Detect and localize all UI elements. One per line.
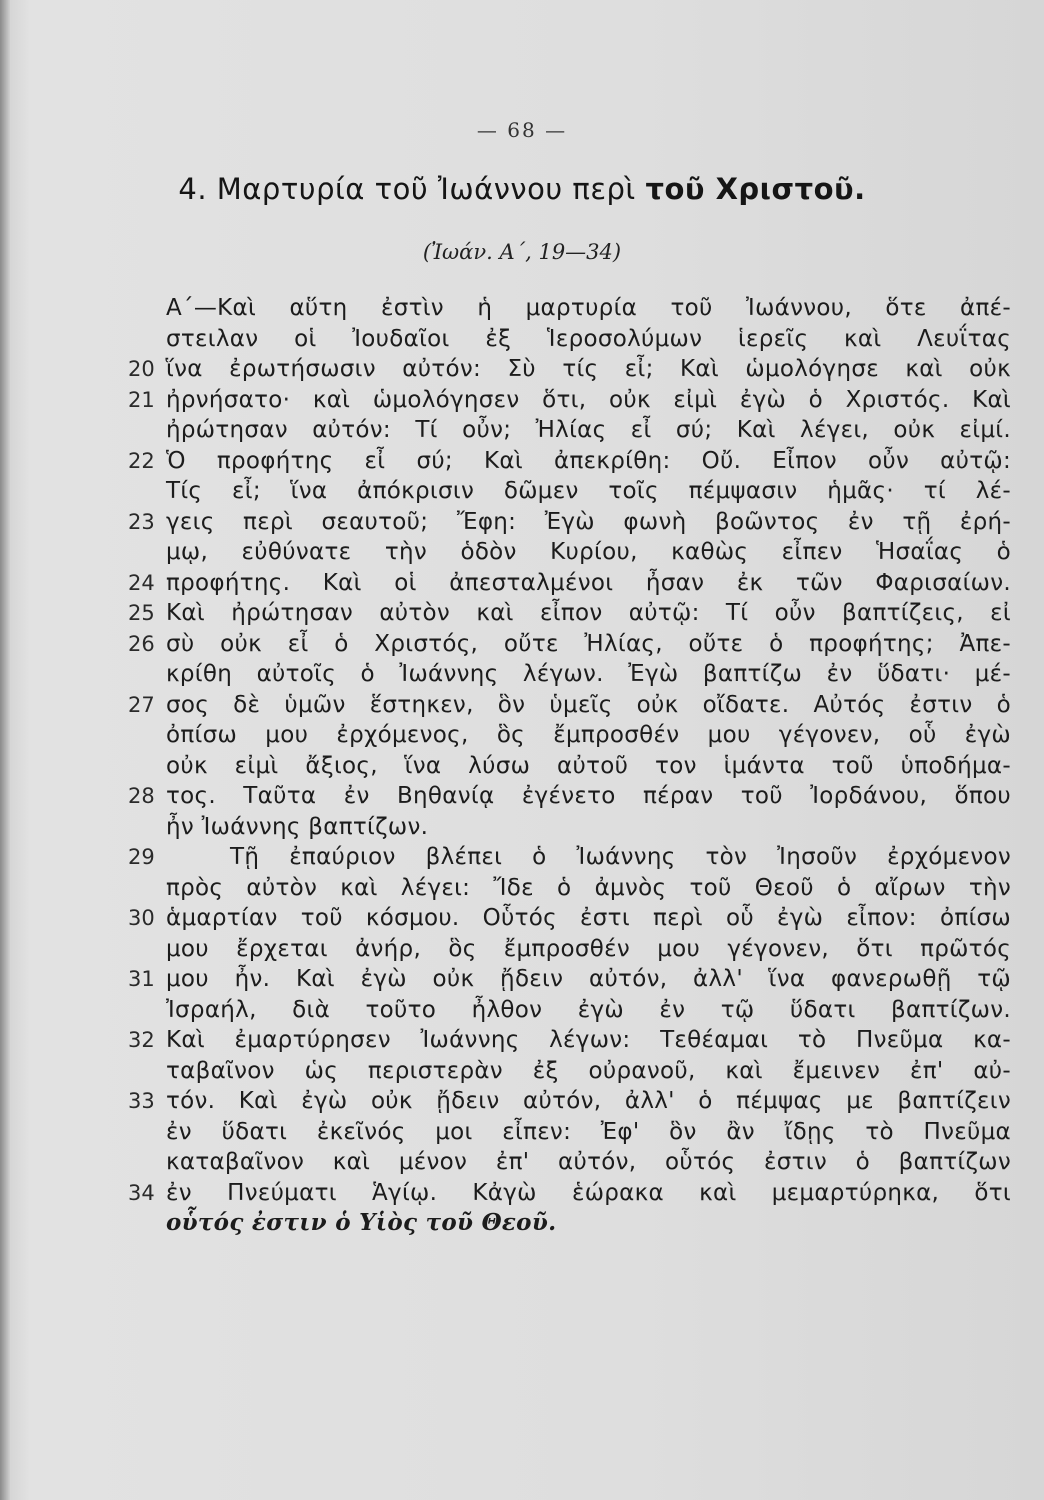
line-text: Α΄—Καὶ αὕτη ἐστὶν ἡ μαρτυρία τοῦ Ἰωάννου, ὅτε ἀπέ- (166, 295, 1011, 321)
line-text: ἦν Ἰωάννης βαπτίζων. (166, 813, 429, 840)
line-text: μου ἔρχεται ἀνήρ, ὃς ἔμπροσθέν μου γέγονεν, ὅτι πρῶτός (166, 935, 1011, 962)
line-text: καταβαῖνον καὶ μένον ἐπ' αὐτόν, οὗτός ἐστιν ὁ βαπτίζων (166, 1149, 1011, 1175)
text-line (128, 781, 1011, 812)
line-text: γεις περὶ σεαυτοῦ; Ἔφη: Ἐγὼ φωνὴ βοῶντος ἐν τῇ ἐρή- (166, 508, 1011, 535)
line-text: Καὶ ἠρώτησαν αὐτὸν καὶ εἶπον αὐτῷ: Τί οὖν βαπτίζεις, εἰ (166, 600, 1011, 626)
text-line (128, 1147, 1011, 1178)
section-title-emphasis: τοῦ Χριστοῦ. (645, 172, 866, 206)
verse-number: 23 (128, 509, 155, 534)
verse-number: 24 (128, 570, 155, 595)
line-text: ἐν Πνεύματι Ἁγίῳ. Κἀγὼ ἑώρακα καὶ μεμαρτύρηκα, ὅτι (166, 1179, 1011, 1206)
text-line (128, 476, 1011, 507)
line-text: σὺ οὐκ εἶ ὁ Χριστός, οὔτε Ἠλίας, οὔτε ὁ προφήτης; Ἀπε- (166, 630, 1011, 657)
text-line (128, 934, 1011, 965)
text-line (128, 812, 1008, 843)
text-line (128, 324, 1011, 355)
line-text: κρίθη αὐτοῖς ὁ Ἰωάννης λέγων. Ἐγὼ βαπτίζω ἐν ὕδατι· μέ- (166, 661, 1011, 687)
line-text: προφήτης. Καὶ οἱ ἀπεσταλμένοι ἦσαν ἐκ τῶν Φαρισαίων. (166, 569, 1011, 596)
line-text: μῳ, εὐθύνατε τὴν ὁδὸν Κυρίου, καθὼς εἶπεν Ἡσαΐας ὁ (166, 539, 1011, 565)
line-text: ἠρνήσατο· καὶ ὡμολόγησεν ὅτι, οὐκ εἰμὶ ἐγὼ ὁ Χριστός. Καὶ (166, 386, 1011, 413)
text-line (128, 995, 1011, 1026)
line-text: ἁμαρτίαν τοῦ κόσμου. Οὗτός ἐστι περὶ οὗ ἐγὼ εἶπον: ὀπίσω (166, 905, 1011, 931)
text-line (128, 659, 1011, 690)
text-line (128, 415, 1011, 446)
line-text: Ὁ προφήτης εἶ σύ; Καὶ ἀπεκρίθη: Οὔ. Εἶπον οὖν αὐτῷ: (166, 447, 1011, 474)
text-line (128, 507, 1011, 538)
verse-number: 33 (128, 1089, 155, 1113)
text-line (128, 293, 1011, 324)
line-text: ἠρώτησαν αὐτόν: Τί οὖν; Ἠλίας εἶ σύ; Καὶ λέγει, οὐκ εἰμί. (166, 417, 1011, 443)
verse-number: 31 (128, 967, 155, 991)
book-spine-shadow (0, 0, 10, 1500)
verse-number: 32 (128, 1028, 155, 1052)
text-line (128, 1086, 1011, 1117)
text-line (128, 354, 1011, 385)
text-line (128, 598, 1011, 629)
section-title (0, 172, 1044, 206)
text-line (128, 751, 1011, 782)
text-line (128, 446, 1011, 477)
text-line (128, 537, 1011, 568)
verse-number: 22 (128, 448, 155, 473)
line-text: σος δὲ ὑμῶν ἕστηκεν, ὃν ὑμεῖς οὐκ οἴδατε. Αὐτός ἐστιν ὁ (166, 691, 1011, 718)
verse-number: 20 (128, 357, 155, 381)
line-text: οὗτός ἐστιν ὁ Υἱὸς τοῦ Θεοῦ. (166, 1209, 557, 1236)
verse-number: 27 (128, 692, 155, 717)
verse-number: 21 (128, 387, 155, 412)
text-line (128, 964, 1011, 995)
line-text: στειλαν οἱ Ἰουδαῖοι ἐξ Ἱεροσολύμων ἱερεῖς καὶ Λευΐτας (166, 325, 1011, 352)
line-text: ἵνα ἐρωτήσωσιν αὐτόν: Σὺ τίς εἶ; Καὶ ὡμολόγησε καὶ οὐκ (166, 356, 1011, 382)
text-line (128, 842, 1011, 873)
line-text: τος. Ταῦτα ἐν Βηθανίᾳ ἐγένετο πέραν τοῦ Ἰορδάνου, ὅπου (166, 783, 1011, 809)
text-line (128, 1178, 1011, 1209)
text-line (128, 903, 1011, 934)
line-text: ἐν ὕδατι ἐκεῖνός μοι εἶπεν: Ἐφ' ὃν ἂν ἴδῃς τὸ Πνεῦμα (166, 1118, 1011, 1145)
line-text: τόν. Καὶ ἐγὼ οὐκ ᾔδειν αὐτόν, ἀλλ' ὁ πέμψας με βαπτίζειν (166, 1088, 1011, 1114)
line-text: Ἰσραήλ, διὰ τοῦτο ἦλθον ἐγὼ ἐν τῷ ὕδατι βαπτίζων. (166, 996, 1011, 1023)
verse-number: 30 (128, 906, 155, 930)
line-text: Καὶ ἐμαρτύρησεν Ἰωάννης λέγων: Τεθέαμαι τὸ Πνεῦμα κα- (166, 1027, 1011, 1053)
text-line (128, 690, 1011, 721)
verse-number: 25 (128, 601, 155, 625)
line-text: Τῇ ἐπαύριον βλέπει ὁ Ἰωάννης τὸν Ἰησοῦν ἐρχόμενον (230, 844, 1011, 870)
scripture-text (128, 293, 1011, 1239)
text-line (128, 873, 1011, 904)
scripture-reference: (Ἰωάν. Α΄, 19—34) (422, 240, 622, 264)
line-text: μου ἦν. Καὶ ἐγὼ οὐκ ᾔδειν αὐτόν, ἀλλ' ἵνα φανερωθῇ τῷ (166, 966, 1011, 992)
page-number: — 68 — (476, 118, 568, 142)
line-text: πρὸς αὐτὸν καὶ λέγει: Ἴδε ὁ ἀμνὸς τοῦ Θεοῦ ὁ αἴρων τὴν (166, 874, 1011, 901)
line-text: Τίς εἶ; ἵνα ἀπόκρισιν δῶμεν τοῖς πέμψασιν ἡμᾶς· τί λέ- (166, 478, 1011, 504)
text-line (128, 1117, 1011, 1148)
verse-number: 26 (128, 631, 155, 656)
verse-number: 28 (128, 784, 155, 808)
text-line (128, 568, 1011, 599)
text-line (128, 720, 1011, 751)
line-text: οὐκ εἰμὶ ἄξιος, ἵνα λύσω αὐτοῦ τον ἱμάντα τοῦ ὑποδήμα- (166, 752, 1011, 779)
section-title-prefix: 4. Μαρτυρία τοῦ Ἰωάννου περὶ (178, 172, 636, 206)
line-text: ὀπίσω μου ἐρχόμενος, ὃς ἔμπροσθέν μου γέγονεν, οὗ ἐγὼ (166, 722, 1011, 748)
line-text: ταβαῖνον ὡς περιστερὰν ἐξ οὐρανοῦ, καὶ ἔμεινεν ἐπ' αὐ- (166, 1057, 1011, 1084)
text-line (128, 629, 1011, 660)
text-line (128, 385, 1011, 416)
verse-number: 29 (128, 845, 155, 869)
text-line (128, 1056, 1011, 1087)
text-line (128, 1025, 1011, 1056)
verse-number: 34 (128, 1180, 155, 1205)
text-line (128, 1208, 1008, 1239)
